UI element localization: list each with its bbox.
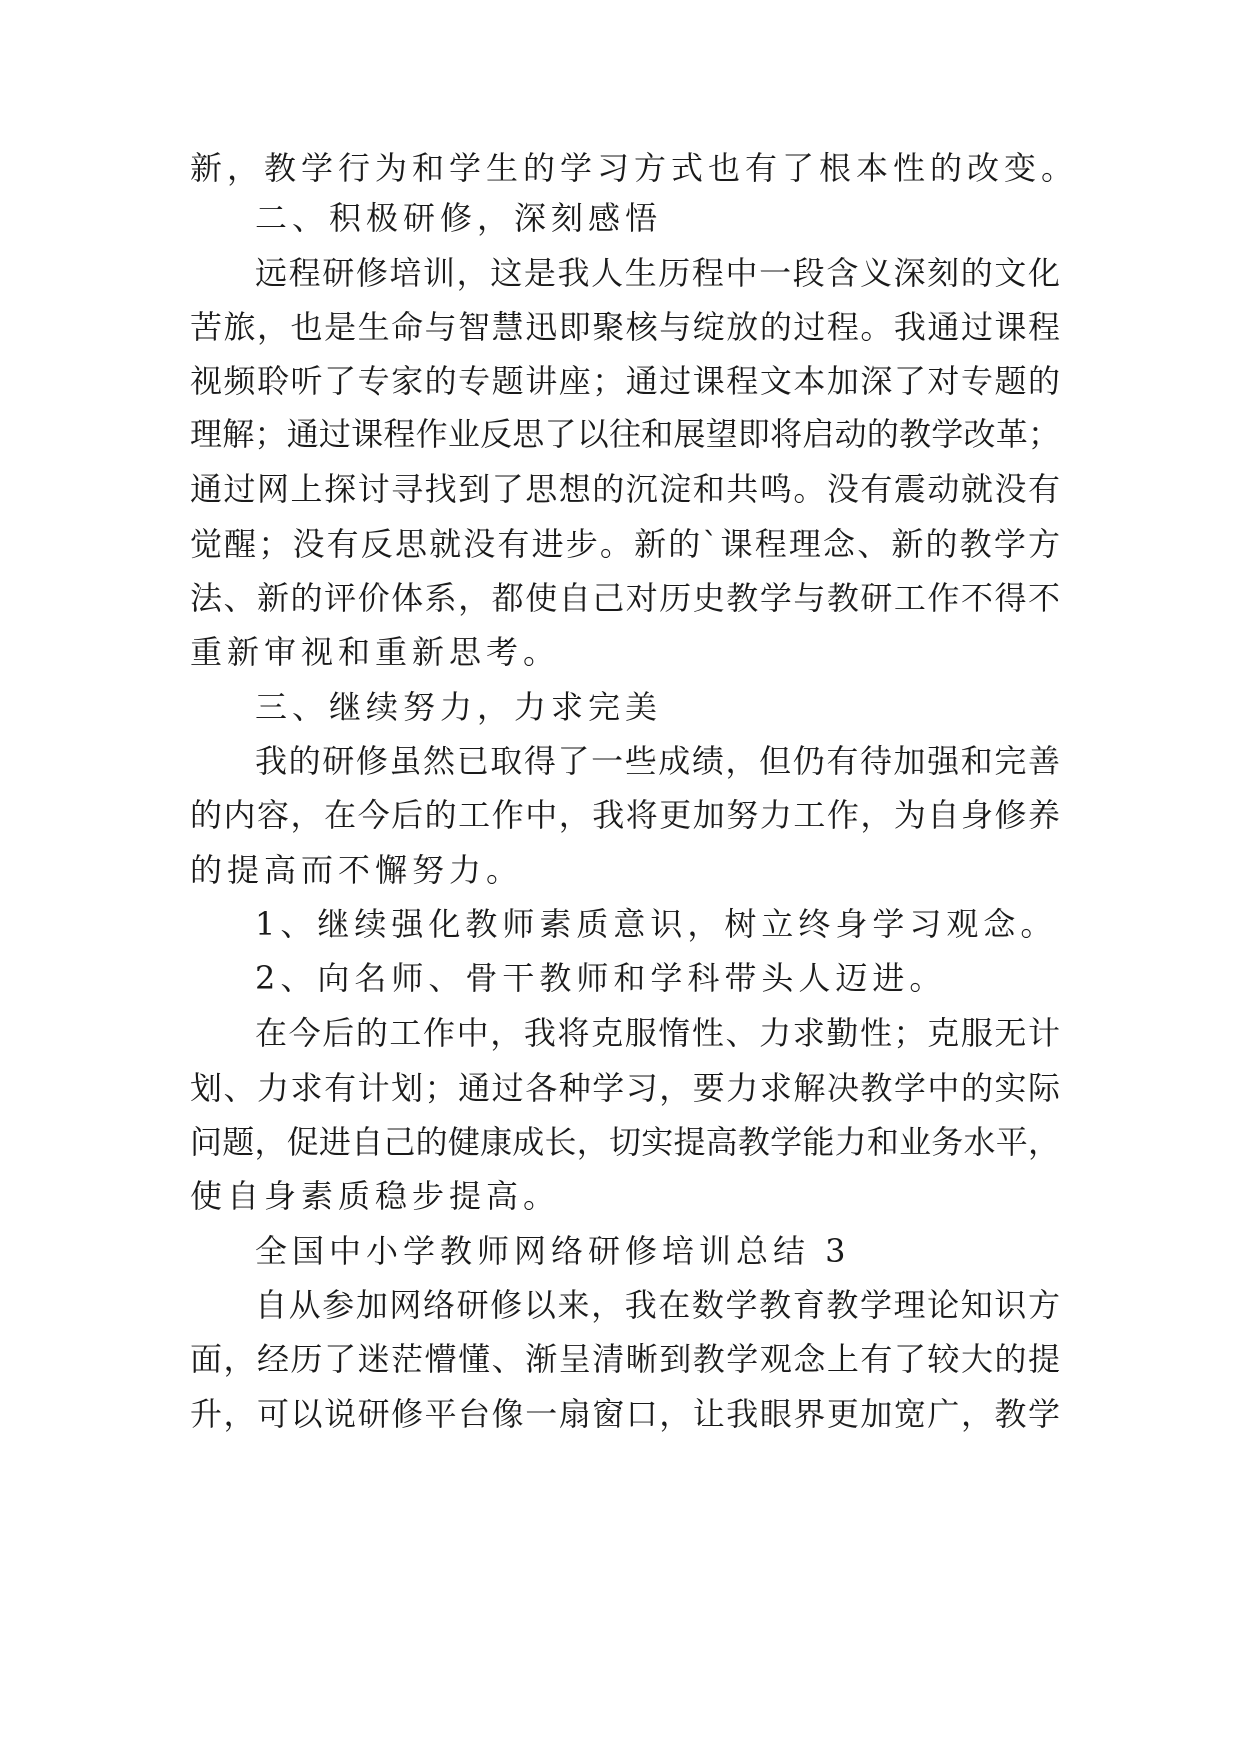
paragraph-line: 在今后的工作中，我将克服惰性、力求勤性；克服无计 [255, 1014, 1060, 1052]
paragraph-line: 我的研修虽然已取得了一些成绩，但仍有待加强和完善 [255, 742, 1060, 780]
list-item: 2、向名师、骨干教师和学科带头人迈进。 [255, 959, 947, 997]
paragraph-line: 新，教学行为和学生的学习方式也有了根本性的改变。 [190, 149, 1079, 187]
paragraph-line: 自从参加网络研修以来，我在数学教育教学理论知识方 [255, 1286, 1060, 1324]
paragraph-line: 苦旅，也是生命与智慧迅即聚核与绽放的过程。我通过课程 [190, 308, 1060, 346]
paragraph-line: 划、力求有计划；通过各种学习，要力求解决教学中的实际 [190, 1069, 1060, 1107]
section-heading: 三、继续努力，力求完美 [255, 688, 663, 726]
paragraph-line: 的内容，在今后的工作中，我将更加努力工作，为自身修养 [190, 796, 1060, 834]
paragraph-line: 远程研修培训，这是我人生历程中一段含义深刻的文化 [255, 254, 1060, 292]
paragraph-line: 觉醒；没有反思就没有进步。新的`课程理念、新的教学方 [190, 525, 1060, 563]
paragraph-line: 升，可以说研修平台像一扇窗口，让我眼界更加宽广，教学 [190, 1395, 1060, 1433]
paragraph-line: 问题，促进自己的健康成长，切实提高教学能力和业务水平， [190, 1123, 1060, 1161]
paragraph-line: 法、新的评价体系，都使自己对历史教学与教研工作不得不 [190, 579, 1060, 617]
article-title: 全国中小学教师网络研修培训总结 3 [255, 1232, 851, 1270]
list-item: 1、继续强化教师素质意识，树立终身学习观念。 [255, 905, 1058, 943]
paragraph-line: 面，经历了迷茫懵懂、渐呈清晰到教学观念上有了较大的提 [190, 1340, 1060, 1378]
paragraph-line: 通过网上探讨寻找到了思想的沉淀和共鸣。没有震动就没有 [190, 470, 1060, 508]
paragraph-line: 理解；通过课程作业反思了以往和展望即将启动的教学改革； [190, 415, 1060, 453]
paragraph-line: 重新审视和重新思考。 [190, 633, 561, 671]
paragraph-line: 的提高而不懈努力。 [190, 851, 524, 889]
paragraph-line: 使自身素质稳步提高。 [190, 1177, 561, 1215]
paragraph-line: 视频聆听了专家的专题讲座；通过课程文本加深了对专题的 [190, 362, 1060, 400]
section-heading: 二、积极研修，深刻感悟 [255, 199, 663, 237]
